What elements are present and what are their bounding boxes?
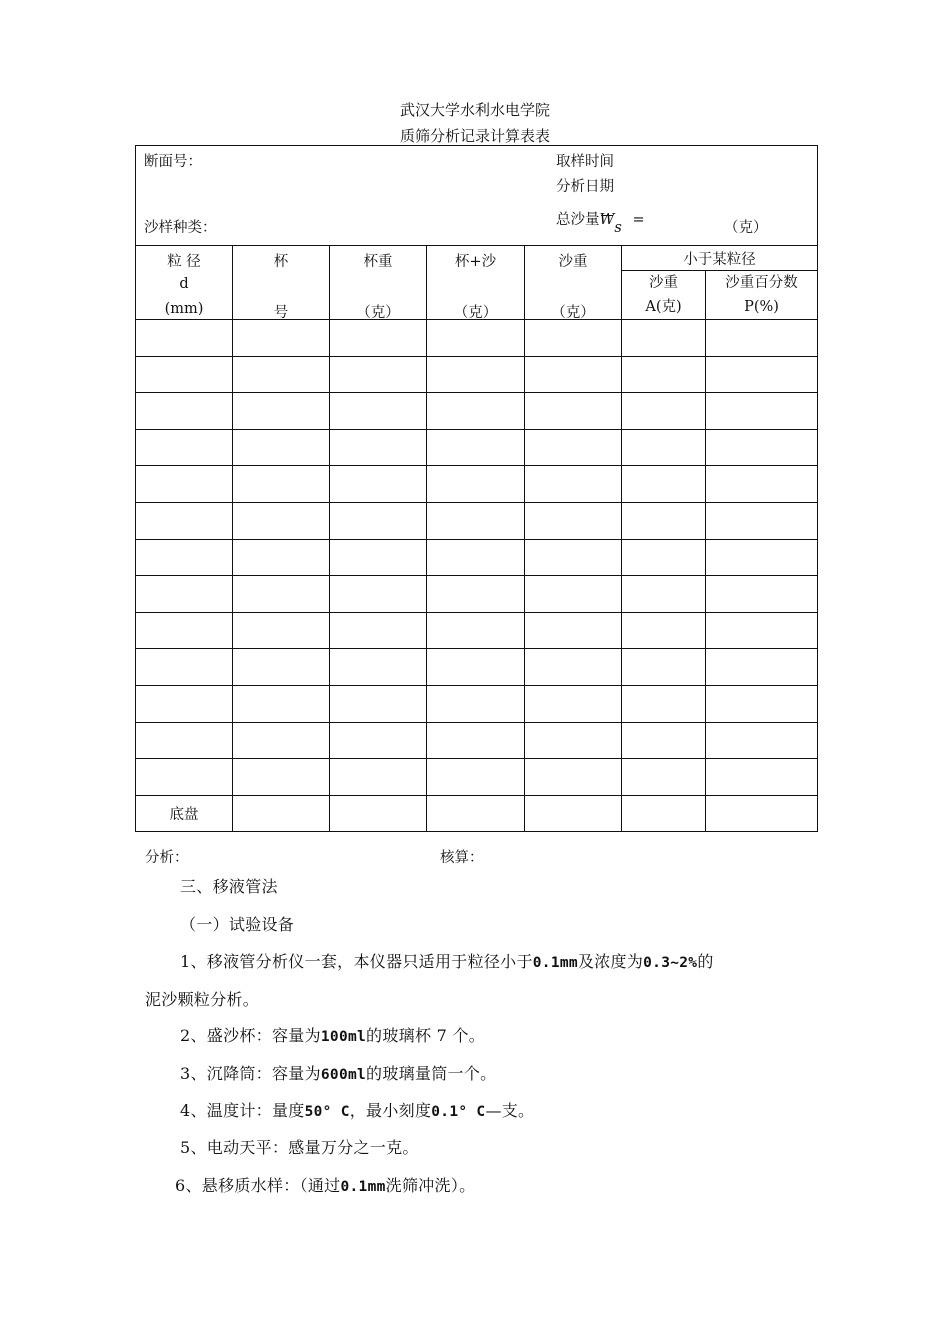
data-cell [622,320,706,357]
data-cell [706,320,818,357]
col-sand-weight [525,246,622,320]
item-4-text-2: ，最小刻度 [349,1101,432,1120]
data-cell [330,320,427,357]
item-4-text: 4、温度计：量度 [180,1101,305,1120]
data-cell [622,393,706,430]
cup-plus-sand-unit: （克） [453,305,498,321]
item-6-text-2: 洗筛冲洗）。 [385,1176,476,1195]
data-cell [330,393,427,430]
data-cell [233,502,330,539]
sieve-analysis-table [135,145,818,832]
table-row [136,320,818,357]
cup-no-label: 杯 [273,254,289,270]
table-row [136,356,818,393]
data-cell [330,795,427,832]
grain-size-label: 粒 径 [167,254,201,270]
data-cell [330,612,427,649]
data-cell [706,393,818,430]
data-cell [233,539,330,576]
sample-time-label: 取样时间 [556,154,614,170]
data-cell [427,722,525,759]
data-cell [427,502,525,539]
w-symbol: W [599,212,615,228]
data-cell [525,685,622,722]
item-1 [180,949,714,972]
data-cell [233,722,330,759]
data-cell [706,795,818,832]
grain-size-symbol: d [179,276,189,292]
item-2 [180,1023,485,1046]
grain-size-cell [136,393,233,430]
col-cup-plus-sand [427,246,525,320]
data-cell [233,612,330,649]
sand-type-label: 沙样种类： [144,220,217,236]
col-cup-no [233,246,330,320]
table-row [136,539,818,576]
grain-size-cell [136,429,233,466]
item-5: 5、电动天平：感量万分之一克。 [180,1138,419,1157]
cup-no-label-2: 号 [273,305,289,321]
grain-size-cell [136,759,233,796]
data-cell [525,722,622,759]
table-row [136,649,818,686]
data-cell [233,576,330,613]
grain-size-cell [136,356,233,393]
data-cell [330,466,427,503]
table-row [136,759,818,796]
data-cell [525,612,622,649]
item-4-scale: 0.1° C [431,1104,486,1120]
data-cell [330,649,427,686]
data-cell [525,356,622,393]
data-cell [427,320,525,357]
data-cell [525,539,622,576]
data-cell [233,795,330,832]
data-cell [330,722,427,759]
grain-size-cell [136,685,233,722]
item-1-size: 0.1mm [532,955,578,971]
sand-weight-unit: （克） [551,305,595,321]
grain-size-cell: 底盘 [136,795,233,832]
data-cell [525,502,622,539]
data-cell [706,759,818,796]
data-cell [330,539,427,576]
data-cell [525,429,622,466]
item-3 [180,1061,496,1084]
data-cell [706,576,818,613]
data-cell [427,466,525,503]
item-4-range: 50° C [304,1104,350,1120]
data-cell [427,759,525,796]
data-cell [525,393,622,430]
table-row [136,576,818,613]
data-cell [427,685,525,722]
form-title: 质筛分析记录计算表表 [399,127,550,145]
info-block [136,146,818,246]
data-cell [233,356,330,393]
data-cell [706,356,818,393]
grain-size-cell [136,320,233,357]
col-smaller-than: 小于某粒径 [622,246,818,271]
data-cell [622,795,706,832]
data-cell [427,356,525,393]
data-cell [233,466,330,503]
data-cell [622,429,706,466]
data-cell [622,685,706,722]
data-cell [427,612,525,649]
subsection-heading: （一）试验设备 [180,915,295,934]
data-cell [233,393,330,430]
institution-title: 武汉大学水利水电学院 [399,101,550,119]
data-cell [330,759,427,796]
grain-size-cell [136,576,233,613]
data-cell [622,759,706,796]
item-2-text-2: 的玻璃杯 7 个。 [366,1026,486,1045]
data-cell [622,722,706,759]
table-row [136,685,818,722]
table-row [136,722,818,759]
col-cup-weight [330,246,427,320]
data-cell [330,685,427,722]
item-3-text-2: 的玻璃量筒一个。 [366,1064,497,1083]
data-cell [525,759,622,796]
item-1-text: 1、移液管分析仪一套，本仪器只适用于粒径小于 [180,952,533,971]
data-cell [525,649,622,686]
data-cell [330,576,427,613]
table-row [136,502,818,539]
data-cell [622,649,706,686]
cup-weight-label: 杯重 [363,254,393,270]
equals-sign: = [632,212,645,228]
data-cell [525,795,622,832]
data-cell [233,759,330,796]
data-cell [525,576,622,613]
sub-percent-unit: P(%) [744,299,779,315]
data-cell [233,649,330,686]
data-cell [330,502,427,539]
item-6-size: 0.1mm [340,1179,386,1195]
data-cell [622,576,706,613]
w-subscript: s [614,220,622,236]
table-row [136,429,818,466]
item-3-volume: 600ml [320,1067,367,1083]
analysis-label: 分析： [145,850,189,866]
data-cell [622,539,706,576]
table-row [136,466,818,503]
data-cell [706,429,818,466]
data-cell [706,612,818,649]
item-1-concentration: 0.3~2% [643,955,698,971]
data-cell [233,429,330,466]
data-cell [330,429,427,466]
analysis-date-label: 分析日期 [556,179,614,195]
item-1-text-2: 及浓度为 [577,952,644,971]
data-cell [706,502,818,539]
item-6-text: 6、悬移质水样：（通过 [175,1176,341,1195]
data-cell [706,685,818,722]
grain-size-cell [136,539,233,576]
grain-size-cell [136,502,233,539]
total-sand-field [556,208,645,236]
sub-weight-label: 沙重 [649,275,678,291]
data-cell [427,393,525,430]
col-sub-percent [706,271,818,320]
table-row [136,393,818,430]
unit-label: （克） [724,220,768,236]
data-cell [622,612,706,649]
item-3-text: 3、沉降筒：容量为 [180,1064,321,1083]
section-heading: 三、移液管法 [180,877,278,896]
data-cell [706,539,818,576]
table-row [136,612,818,649]
sub-percent-label: 沙重百分数 [725,275,798,291]
item-1-text-3: 的 [697,952,714,971]
col-sub-weight [622,271,706,320]
data-cell [622,356,706,393]
item-6 [175,1173,475,1196]
item-2-volume: 100ml [320,1029,367,1045]
item-4 [180,1098,534,1121]
check-label: 核算： [440,850,484,866]
item-2-text: 2、盛沙杯：容量为 [180,1026,321,1045]
data-cell [233,320,330,357]
data-cell [525,466,622,503]
data-cell [427,576,525,613]
data-cell [706,649,818,686]
table-row [136,795,818,832]
data-cell [706,466,818,503]
data-cell [525,320,622,357]
sub-weight-unit: A(克) [645,299,682,315]
data-cell [427,649,525,686]
grain-size-cell [136,612,233,649]
data-cell [622,502,706,539]
data-cell [622,466,706,503]
item-1-continuation: 泥沙颗粒分析。 [145,990,260,1009]
col-grain-size [136,246,233,320]
cup-weight-unit: （克） [356,305,400,321]
data-cell [427,795,525,832]
grain-size-cell [136,722,233,759]
total-sand-label: 总沙量 [556,212,600,228]
cup-plus-sand-label: 杯+沙 [454,254,497,270]
data-cell [330,356,427,393]
data-cell [233,685,330,722]
section-label: 断面号： [144,154,202,170]
data-cell [427,429,525,466]
grain-size-cell [136,649,233,686]
item-4-text-3: —支。 [485,1101,535,1120]
data-cell [706,722,818,759]
grain-size-cell [136,466,233,503]
data-cell [427,539,525,576]
sand-weight-label: 沙重 [558,254,588,270]
grain-size-unit: (mm) [164,301,204,317]
